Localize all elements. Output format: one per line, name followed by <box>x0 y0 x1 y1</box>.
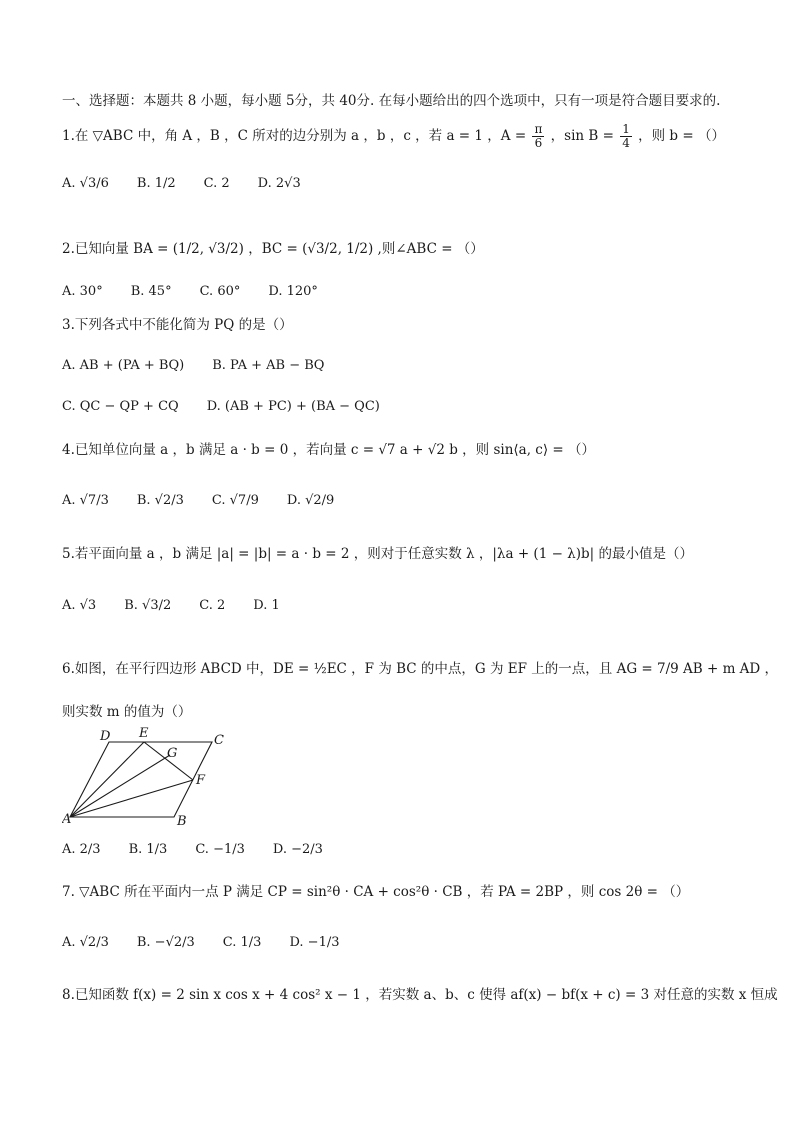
question-3-options-row-2 <box>62 399 408 414</box>
option-a: A. √2/3 <box>62 935 109 950</box>
segment-ag <box>70 755 170 817</box>
question-4-options <box>62 493 362 508</box>
label-g: G <box>167 746 178 761</box>
option-b: B. 1/3 <box>128 842 168 857</box>
question-6-stem: 6.如图，在平行四边形 ABCD 中，DE = ½EC ，F 为 BC 的中点，G 为 EF 上的一点，且 AG = 7/9 AB + m AD ， <box>62 661 779 677</box>
option-a: A. √7/3 <box>62 493 109 508</box>
option-c: C. 2 <box>203 176 230 191</box>
section-title: 一、选择题：本题共 8 小题，每小题 5分，共 40分. 在每小题给出的四个选项中，只有一项是符合题目要求的. <box>62 93 721 109</box>
option-a: A. √3 <box>62 598 97 613</box>
q1-frac-a: $\frac{\pi}{6}$ <box>534 122 543 150</box>
option-a: A. 30° <box>62 284 103 299</box>
label-a: A <box>62 812 72 826</box>
question-3-options-row-1 <box>62 358 352 373</box>
q1-frac-sinb: $\frac{1}{4}$ <box>622 122 630 150</box>
q1-stem-a: 1.在 ▽ABC 中，角 A ，B ，C 所对的边分别为 a ，b ，c ，若 a = 1 ，A = <box>62 128 527 144</box>
option-b: B. 1/2 <box>136 176 176 191</box>
label-d: D <box>100 729 111 744</box>
question-6-options <box>62 842 351 857</box>
question-7-options <box>62 935 368 950</box>
option-a: A. √3/6 <box>62 176 109 191</box>
option-a: A. AB + (PA + BQ) <box>62 358 185 373</box>
question-2-options <box>62 284 346 299</box>
option-b: B. √2/3 <box>136 493 184 508</box>
parallelogram-figure <box>62 722 232 826</box>
label-b: B <box>177 814 187 826</box>
option-a: A. 2/3 <box>62 842 101 857</box>
option-c: C. 1/3 <box>222 935 262 950</box>
question-2-stem: 2.已知向量 BA = (1/2, √3/2) ，BC = (√3/2, 1/2) ,则∠ABC = （） <box>62 241 484 257</box>
question-7-stem: 7. ▽ABC 所在平面内一点 P 满足 CP = sin²θ · CA + cos²θ · CB ，若 PA = 2BP ，则 cos 2θ = （） <box>62 884 690 900</box>
option-d: D. −2/3 <box>272 842 323 857</box>
option-b: B. PA + AB − BQ <box>212 358 325 373</box>
option-d: D. 120° <box>268 284 318 299</box>
option-d: D. √2/9 <box>286 493 335 508</box>
q1-stem-c: ，则 b = （） <box>638 128 725 144</box>
label-f: F <box>196 773 206 788</box>
question-1-options <box>62 176 329 191</box>
question-4-stem: 4.已知单位向量 a ，b 满足 a · b = 0 ，若向量 c = √7 a + √2 b ，则 sin⟨a, c⟩ = （） <box>62 442 596 458</box>
question-1-stem <box>62 123 725 150</box>
option-d: D. (AB + PC) + (BA − QC) <box>206 399 380 414</box>
question-3-stem: 3.下列各式中不能化简为 PQ 的是（） <box>62 317 293 333</box>
question-8-stem: 8.已知函数 f(x) = 2 sin x cos x + 4 cos² x − 1 ，若实数 a、b、c 使得 af(x) − bf(x + c) = 3 对任意的实数 x 恒成 <box>62 987 778 1003</box>
option-b: B. −√2/3 <box>136 935 195 950</box>
option-d: D. 2√3 <box>257 176 301 191</box>
option-d: D. 1 <box>253 598 280 613</box>
option-c: C. √7/9 <box>211 493 259 508</box>
question-5-options <box>62 598 308 613</box>
question-5-stem: 5.若平面向量 a ，b 满足 |a| = |b| = a · b = 2 ，则对于任意实数 λ ，|λa + (1 − λ)b| 的最小值是（） <box>62 546 693 562</box>
label-c: C <box>214 733 224 748</box>
option-c: C. −1/3 <box>195 842 245 857</box>
option-b: B. √3/2 <box>124 598 172 613</box>
label-e: E <box>139 726 149 741</box>
question-6-stem-2: 则实数 m 的值为（） <box>62 704 192 720</box>
parallelogram-abcd <box>70 742 212 817</box>
option-c: C. 2 <box>199 598 226 613</box>
option-c: C. 60° <box>199 284 241 299</box>
option-d: D. −1/3 <box>289 935 340 950</box>
option-b: B. 45° <box>130 284 172 299</box>
option-c: C. QC − QP + CQ <box>62 399 179 414</box>
q1-stem-b: ，sin B = <box>550 128 614 144</box>
